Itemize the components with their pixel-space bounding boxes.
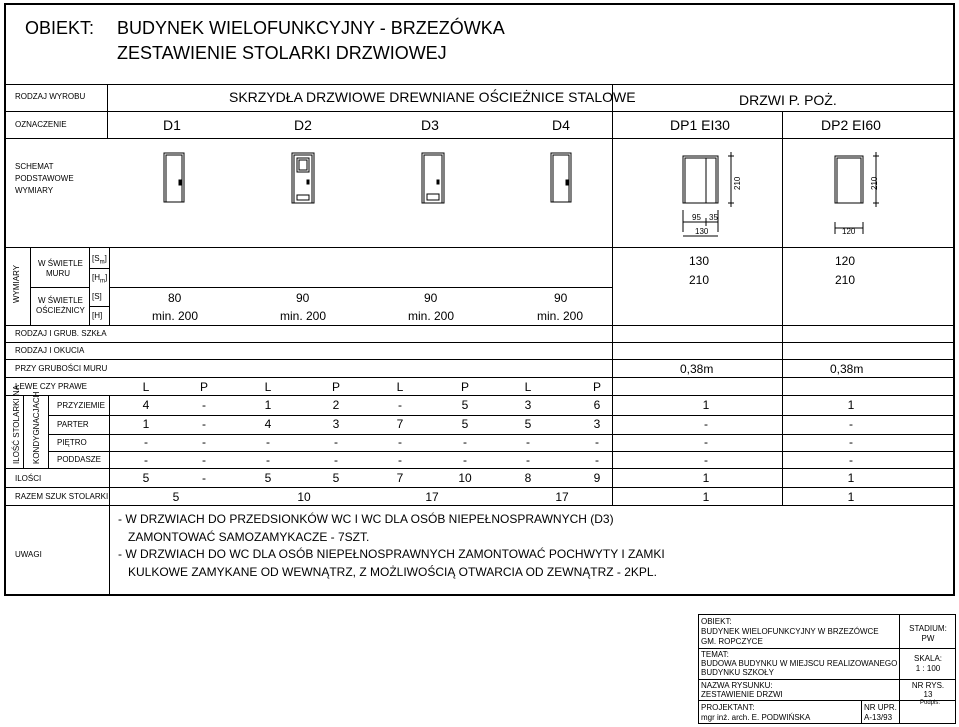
label-lewe-prawe: LEWE CZY PRAWE [15, 382, 88, 391]
count-przyziemie: 5 [461, 398, 469, 412]
h-d4: min. 200 [537, 309, 584, 323]
dim-dp1-w3: 130 [695, 227, 709, 236]
count-parter: - [849, 417, 853, 431]
h-d2: min. 200 [280, 309, 327, 323]
count-poddasze: - [595, 453, 599, 467]
divider [109, 468, 110, 505]
count-poddasze: - [526, 453, 530, 467]
count-razem: 1 [702, 490, 710, 504]
label-ilosci: ILOŚCI [15, 474, 42, 483]
symbol-sm: $[S_m]$ [92, 254, 107, 266]
grubosc-dp1: 0,38m [680, 362, 714, 376]
label-oznaczenie: OZNACZENIE [15, 120, 67, 129]
count-razem: 17 [555, 490, 569, 504]
label-pietro: PIĘTRO [57, 438, 87, 447]
count-poddasze: - [463, 453, 467, 467]
count-razem: 10 [297, 490, 311, 504]
label-w-swietle-oscieznicy: W ŚWIETLE [38, 296, 83, 305]
count-przyziemie: 1 [702, 398, 710, 412]
tb-obiekt-2: GM. ROPCZYCE [701, 637, 763, 646]
count-pietro: - [202, 435, 206, 449]
tb-stadium-label: STADIUM: [909, 624, 947, 633]
count-razem: 17 [425, 490, 439, 504]
s-d1: 80 [168, 291, 182, 305]
divider [5, 359, 954, 360]
symbol-h: [H] [92, 311, 103, 320]
count-poddasze: - [144, 453, 148, 467]
dim-dp1-w1: 95 [692, 213, 701, 222]
count-przyziemie: - [398, 398, 402, 412]
count-pietro: - [334, 435, 338, 449]
count-razem: 1 [847, 490, 855, 504]
s-d2: 90 [296, 291, 310, 305]
dim-dp2-w: 120 [842, 227, 856, 236]
tb-nrrys-value: 13 [923, 690, 933, 699]
divider [30, 247, 31, 325]
hm-dp1: 210 [689, 273, 710, 287]
count-pietro: - [704, 435, 708, 449]
label-rodzaj-wyrobu: RODZAJ WYROBU [15, 92, 86, 101]
label-przyziemie: PRZYZIEMIE [57, 401, 106, 410]
h-d3: min. 200 [408, 309, 455, 323]
column-header-d1: D1 [163, 117, 181, 133]
count-parter: 3 [593, 417, 601, 431]
count-pietro: - [266, 435, 270, 449]
divider [89, 268, 109, 269]
count-poddasze: - [849, 453, 853, 467]
divider [23, 395, 24, 468]
label-kondygnacjach: KONDYGNACJACH [32, 391, 41, 464]
symbol-s: [S] [92, 292, 102, 301]
count-pietro: - [595, 435, 599, 449]
tb-podpis-label: Podpis: [920, 700, 941, 706]
label-przy-grubosci: PRZY GRUBOŚCI MURU [15, 364, 108, 373]
divider [109, 505, 110, 595]
divider [5, 468, 954, 469]
count-ilosci: 5 [264, 471, 272, 485]
label-schemat-2: PODSTAWOWE [15, 174, 74, 183]
uwagi-line-2: ZAMONTOWAĆ SAMOZAMYKACZE - 7SZT. [128, 530, 370, 544]
tb-temat-2: BUDYNKU SZKOŁY [701, 668, 774, 677]
sm-dp2: 120 [835, 254, 856, 268]
count-parter: 1 [142, 417, 150, 431]
count-przyziemie: 3 [524, 398, 532, 412]
tb-nrupr-label: NR UPR. [864, 703, 897, 712]
s-d3: 90 [424, 291, 438, 305]
divider [5, 377, 954, 378]
tb-nrrys-label: NR RYS. [911, 681, 945, 690]
label-razem: RAZEM SZUK STOLARKI [15, 492, 109, 501]
door-d1-schematic [164, 153, 184, 202]
uwagi-line-4: KULKOWE ZAMYKANE OD WEWNĄTRZ, Z MOŻLIWOŚCIĄ OTWARCIA OD ZEWNĄTRZ - 2KPL. [128, 565, 657, 579]
count-poddasze: - [704, 453, 708, 467]
divider [48, 434, 954, 435]
count-ilosci: 1 [847, 471, 855, 485]
count-ilosci: 5 [332, 471, 340, 485]
door-d2-schematic [292, 153, 314, 203]
count-ilosci: 7 [396, 471, 404, 485]
sm-dp1: 130 [689, 254, 710, 268]
count-poddasze: - [266, 453, 270, 467]
lp-cell: L [264, 380, 272, 394]
count-przyziemie: 6 [593, 398, 601, 412]
tb-nrupr-value: A-13/93 [864, 713, 893, 722]
door-dp1-schematic [683, 152, 734, 236]
label-wymiary: WYMIARY [12, 264, 21, 303]
divider [861, 700, 862, 724]
count-parter: 5 [524, 417, 532, 431]
count-parter: - [202, 417, 206, 431]
divider [5, 487, 954, 488]
count-ilosci: 9 [593, 471, 601, 485]
count-poddasze: - [202, 453, 206, 467]
uwagi-line-1: - W DRZWIACH DO PRZEDSIONKÓW WC I WC DLA OSÓB NIEPEŁNOSPRAWNYCH (D3) [118, 512, 614, 526]
count-ilosci: 10 [458, 471, 472, 485]
count-ilosci: - [202, 471, 206, 485]
divider [698, 648, 956, 649]
lp-cell: L [142, 380, 150, 394]
label-muru: MURU [46, 269, 70, 278]
count-przyziemie: 1 [264, 398, 272, 412]
h-d1: min. 200 [152, 309, 199, 323]
tb-projektant-label: PROJEKTANT: [701, 703, 755, 712]
label-parter: PARTER [57, 420, 89, 429]
lp-cell: L [524, 380, 532, 394]
label-ilosc-stolarki: ILOŚĆ STOLARKI NA [12, 385, 21, 464]
count-ilosci: 5 [142, 471, 150, 485]
tb-temat-1: BUDOWA BUDYNKU W MIEJSCU REALIZOWANEGO [701, 659, 898, 668]
dim-dp1-w2: 35 [709, 213, 718, 222]
divider [5, 505, 954, 506]
count-razem: 5 [172, 490, 180, 504]
count-pietro: - [144, 435, 148, 449]
divider [89, 247, 90, 325]
divider [5, 342, 954, 343]
divider [30, 287, 89, 288]
door-d3-schematic [422, 153, 444, 203]
divider [48, 395, 49, 468]
tb-obiekt-label: OBIEKT: [701, 617, 732, 626]
count-ilosci: 1 [702, 471, 710, 485]
tb-temat-label: TEMAT: [701, 650, 729, 659]
tb-nazwa-value: ZESTAWIENIE DRZWI [701, 690, 783, 699]
count-pietro: - [463, 435, 467, 449]
column-header-d4: D4 [552, 117, 570, 133]
count-parter: 5 [461, 417, 469, 431]
uwagi-line-3: - W DRZWIACH DO WC DLA OSÓB NIEPEŁNOSPRAWNYCH ZAMONTOWAĆ POCHWYTY I ZAMKI [118, 547, 665, 561]
symbol-hm: $[H_m]$ [92, 273, 108, 285]
label-uwagi: UWAGI [15, 550, 42, 559]
column-header-d3: D3 [421, 117, 439, 133]
divider [109, 395, 110, 468]
label-skrzydla: SKRZYDŁA DRZWIOWE DREWNIANE OŚCIEŻNICE STALOWE [229, 89, 636, 105]
label-oscieznicy: OŚCIEŻNICY [36, 306, 85, 315]
count-poddasze: - [334, 453, 338, 467]
tb-stadium-value: PW [921, 634, 935, 643]
count-parter: 3 [332, 417, 340, 431]
label-schemat-3: WYMIARY [15, 186, 54, 195]
label-rodzaj-okucia: RODZAJ I OKUCIA [15, 346, 85, 355]
column-header-dp1: DP1 EI30 [670, 117, 730, 133]
label-schemat: SCHEMAT [15, 162, 54, 171]
hm-dp2: 210 [835, 273, 856, 287]
divider [698, 700, 956, 701]
lp-cell: P [592, 380, 601, 394]
count-pietro: - [398, 435, 402, 449]
count-pietro: - [849, 435, 853, 449]
divider [5, 325, 954, 326]
obiekt-label: OBIEKT: [25, 18, 95, 38]
door-dp2-schematic [835, 152, 879, 234]
divider [698, 679, 956, 680]
column-header-d2: D2 [294, 117, 312, 133]
tb-nazwa-label: NAZWA RYSUNKU: [701, 681, 773, 690]
divider [5, 395, 954, 396]
lp-cell: P [460, 380, 469, 394]
count-przyziemie: - [202, 398, 206, 412]
lp-cell: P [331, 380, 340, 394]
tb-skala-value: 1 : 100 [915, 664, 941, 673]
door-schematics [0, 0, 959, 250]
count-parter: - [704, 417, 708, 431]
tb-projektant-value: mgr inż. arch. E. PODWIŃSKA [701, 713, 811, 722]
count-przyziemie: 1 [847, 398, 855, 412]
divider [48, 451, 954, 452]
count-pietro: - [526, 435, 530, 449]
tb-skala-label: SKALA: [913, 654, 942, 663]
door-d4-schematic [551, 153, 571, 202]
lp-cell: L [396, 380, 404, 394]
label-rodzaj-grub: RODZAJ I GRUB. SZKŁA [15, 329, 107, 338]
grubosc-dp2: 0,38m [830, 362, 864, 376]
s-d4: 90 [554, 291, 568, 305]
divider [89, 306, 109, 307]
label-drzwi-ppoz: DRZWI P. POŻ. [739, 92, 837, 108]
count-przyziemie: 4 [142, 398, 150, 412]
count-ilosci: 8 [524, 471, 532, 485]
dim-dp1-height: 210 [733, 176, 742, 190]
label-poddasze: PODDASZE [57, 455, 102, 464]
column-header-dp2: DP2 EI60 [821, 117, 881, 133]
count-parter: 4 [264, 417, 272, 431]
dim-dp2-height: 210 [870, 176, 879, 190]
count-przyziemie: 2 [332, 398, 340, 412]
divider [109, 247, 110, 325]
label-w-swietle-muru: W ŚWIETLE [38, 259, 83, 268]
obiekt-title: BUDYNEK WIELOFUNKCYJNY - BRZEZÓWKA [117, 18, 505, 38]
tb-obiekt-1: BUDYNEK WIELOFUNKCYJNY W BRZEZÓWCE [701, 627, 879, 636]
count-parter: 7 [396, 417, 404, 431]
divider [109, 287, 612, 288]
divider [48, 415, 954, 416]
count-poddasze: - [398, 453, 402, 467]
page-subtitle: ZESTAWIENIE STOLARKI DRZWIOWEJ [117, 43, 447, 63]
lp-cell: P [199, 380, 208, 394]
